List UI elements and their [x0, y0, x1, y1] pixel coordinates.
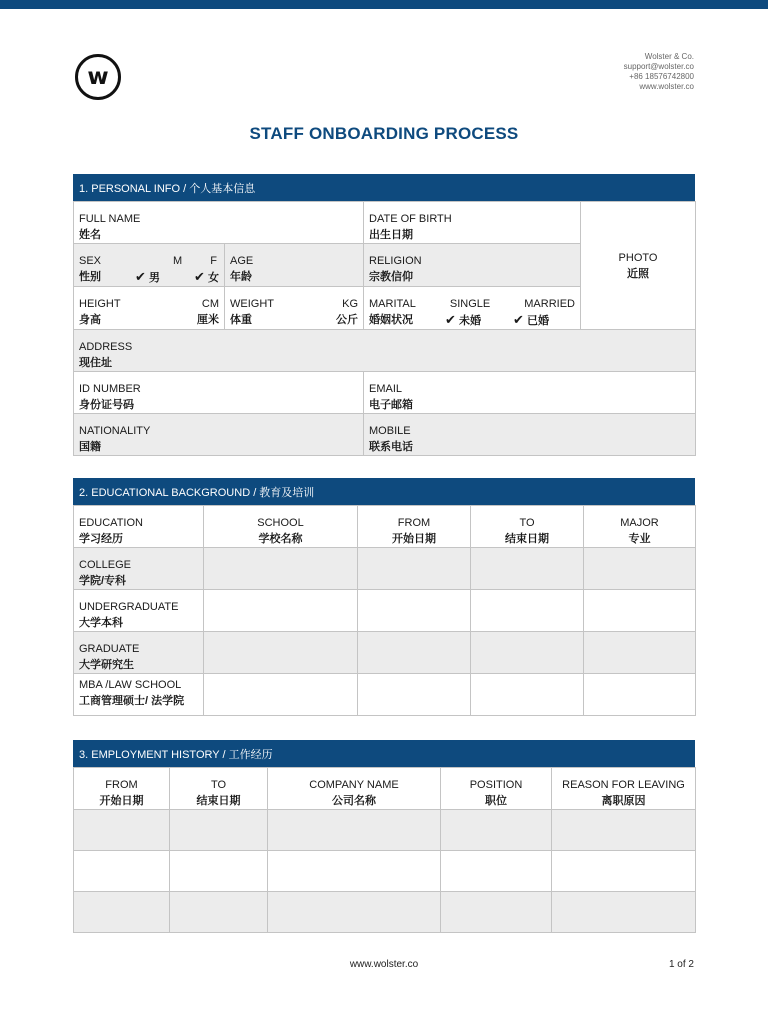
email-field[interactable]	[364, 372, 696, 414]
single-label-zh: 未婚	[459, 315, 482, 327]
school-input[interactable]	[204, 632, 358, 674]
col-label: EDUCATION	[79, 517, 143, 529]
personal-info-section	[73, 174, 695, 456]
education-table	[73, 505, 696, 716]
col-label: POSITION	[469, 779, 523, 791]
from-input[interactable]	[74, 810, 170, 851]
education-header: 2. EDUCATIONAL BACKGROUND / 教育及培训	[73, 478, 695, 505]
employment-table	[73, 767, 696, 933]
email-label-zh: 电子邮箱	[369, 399, 414, 411]
nationality-label: NATIONALITY	[79, 425, 151, 437]
photo-label: PHOTO	[618, 251, 658, 264]
row-label: MBA /LAW SCHOOL	[79, 679, 182, 691]
major-input[interactable]	[584, 548, 696, 590]
personal-info-header: 1. PERSONAL INFO / 个人基本信息	[73, 174, 695, 201]
education-row-undergraduate	[74, 590, 696, 632]
education-row-college	[74, 548, 696, 590]
row-label: GRADUATE	[79, 643, 140, 655]
sex-m-label: M	[173, 255, 183, 267]
age-label-zh: 年龄	[230, 271, 252, 283]
company-contact-block	[624, 52, 694, 92]
education-col-education	[74, 506, 204, 548]
company-name: Wolster & Co.	[644, 52, 694, 61]
female-check-icon[interactable]: ✔	[194, 269, 205, 284]
row-label-zh: 大学本科	[79, 617, 123, 629]
age-label: AGE	[230, 255, 254, 267]
col-label-zh: 职位	[485, 795, 507, 807]
position-input[interactable]	[441, 892, 552, 933]
col-label-zh: 专业	[628, 533, 651, 545]
education-row-mba	[74, 674, 696, 716]
education-col-from	[358, 506, 471, 548]
employment-col-to	[170, 768, 268, 810]
employment-col-company	[268, 768, 441, 810]
employment-row	[74, 851, 696, 892]
company-input[interactable]	[268, 892, 441, 933]
weight-unit-zh: 公斤	[336, 314, 359, 326]
mobile-label-zh: 联系电话	[369, 441, 414, 453]
height-label: HEIGHT	[79, 298, 121, 310]
education-col-school	[204, 506, 358, 548]
school-input[interactable]	[204, 674, 358, 716]
single-check-icon[interactable]: ✔	[445, 312, 456, 327]
reason-input[interactable]	[552, 892, 696, 933]
major-input[interactable]	[584, 590, 696, 632]
row-label-zh: 大学研究生	[79, 659, 134, 671]
company-phone: +86 18576742800	[629, 72, 694, 81]
wolster-logo: w	[75, 54, 121, 100]
employment-row	[74, 810, 696, 851]
col-label-zh: 离职原因	[601, 795, 646, 807]
col-label-zh: 公司名称	[332, 795, 376, 807]
height-unit-zh: 厘米	[197, 314, 219, 326]
employment-col-position	[441, 768, 552, 810]
mobile-field[interactable]	[364, 414, 696, 456]
col-label: COMPANY NAME	[309, 779, 399, 791]
page-number: 1 of 2	[668, 959, 694, 970]
married-check-icon[interactable]: ✔	[513, 312, 524, 327]
col-label: TO	[210, 779, 227, 791]
row-label: UNDERGRADUATE	[79, 601, 179, 613]
col-label-zh: 开始日期	[99, 795, 144, 807]
reason-input[interactable]	[552, 851, 696, 892]
email-label: EMAIL	[369, 383, 403, 395]
row-label-cell	[74, 632, 204, 674]
nationality-label-zh: 国籍	[79, 441, 101, 453]
from-input[interactable]	[358, 548, 471, 590]
row-label-zh: 工商管理硕士/ 法学院	[79, 695, 185, 707]
height-unit: CM	[201, 298, 219, 310]
education-col-major	[584, 506, 696, 548]
major-input[interactable]	[584, 632, 696, 674]
employment-col-from	[74, 768, 170, 810]
mobile-label: MOBILE	[369, 425, 411, 437]
row-label-cell	[74, 674, 204, 716]
full-name-label: FULL NAME	[79, 213, 141, 225]
weight-field[interactable]	[225, 287, 364, 330]
education-row-graduate	[74, 632, 696, 674]
from-input[interactable]	[358, 590, 471, 632]
col-label: TO	[519, 517, 535, 529]
male-label-zh: 男	[149, 272, 160, 284]
row-label-cell	[74, 548, 204, 590]
personal-info-table	[73, 201, 696, 456]
age-field[interactable]	[225, 244, 364, 287]
position-input[interactable]	[441, 851, 552, 892]
col-label: FROM	[105, 779, 138, 791]
page-title: STAFF ONBOARDING PROCESS	[249, 124, 519, 143]
col-label-zh: 结束日期	[196, 795, 241, 807]
col-label: REASON FOR LEAVING	[562, 779, 685, 791]
col-label-zh: 结束日期	[505, 533, 549, 545]
school-input[interactable]	[204, 590, 358, 632]
from-input[interactable]	[358, 632, 471, 674]
address-field[interactable]	[74, 330, 696, 372]
company-email[interactable]: support@wolster.co	[623, 62, 694, 71]
from-input[interactable]	[358, 674, 471, 716]
sex-field	[74, 244, 225, 287]
single-label: SINGLE	[449, 298, 491, 310]
marital-field	[364, 287, 581, 330]
id-number-label: ID NUMBER	[79, 383, 141, 395]
col-label: FROM	[397, 517, 431, 529]
col-label-zh: 学习经历	[79, 533, 123, 545]
marital-label-zh: 婚姻状况	[369, 314, 414, 326]
to-input[interactable]	[170, 851, 268, 892]
married-label-zh: 已婚	[527, 315, 550, 327]
sex-label-zh: 性别	[79, 271, 101, 283]
weight-unit: KG	[342, 298, 359, 310]
top-accent-bar	[0, 0, 768, 9]
employment-col-reason	[552, 768, 696, 810]
reason-input[interactable]	[552, 810, 696, 851]
school-input[interactable]	[204, 548, 358, 590]
male-check-icon[interactable]: ✔	[135, 269, 146, 284]
major-input[interactable]	[584, 674, 696, 716]
to-input[interactable]	[471, 674, 584, 716]
height-field[interactable]	[74, 287, 225, 330]
col-label-zh: 开始日期	[392, 533, 436, 545]
height-label-zh: 身高	[79, 314, 101, 326]
row-label-zh: 学院/专科	[79, 575, 127, 587]
to-input[interactable]	[170, 892, 268, 933]
weight-label: WEIGHT	[230, 298, 274, 310]
col-label: MAJOR	[620, 517, 659, 529]
address-label: ADDRESS	[79, 341, 133, 353]
to-input[interactable]	[471, 548, 584, 590]
employment-header-row	[74, 768, 696, 810]
religion-field[interactable]	[364, 244, 581, 287]
address-label-zh: 现住址	[79, 357, 112, 369]
dob-label: DATE OF BIRTH	[369, 213, 452, 225]
date-of-birth-field[interactable]	[364, 202, 581, 244]
id-number-label-zh: 身份证号码	[79, 399, 134, 411]
education-section	[73, 478, 695, 716]
education-col-to	[471, 506, 584, 548]
weight-label-zh: 体重	[230, 314, 252, 326]
col-label-zh: 学校名称	[258, 533, 303, 545]
sex-label: SEX	[79, 255, 102, 267]
id-number-field[interactable]	[74, 372, 364, 414]
company-input[interactable]	[268, 810, 441, 851]
from-input[interactable]	[74, 851, 170, 892]
footer-website[interactable]: www.wolster.co	[349, 959, 419, 970]
row-label: COLLEGE	[79, 559, 131, 571]
nationality-field[interactable]	[74, 414, 364, 456]
company-input[interactable]	[268, 851, 441, 892]
to-input[interactable]	[471, 632, 584, 674]
to-input[interactable]	[471, 590, 584, 632]
employment-row	[74, 892, 696, 933]
position-input[interactable]	[441, 810, 552, 851]
employment-header: 3. EMPLOYMENT HISTORY / 工作经历	[73, 740, 695, 767]
employment-section	[73, 740, 695, 933]
education-header-row	[74, 506, 696, 548]
full-name-field[interactable]	[74, 202, 364, 244]
religion-label-zh: 宗教信仰	[369, 271, 414, 283]
dob-label-zh: 出生日期	[369, 229, 414, 241]
marital-label: MARITAL	[369, 298, 416, 310]
photo-box[interactable]	[581, 202, 696, 330]
female-label-zh: 女	[208, 272, 219, 284]
company-website[interactable]: www.wolster.co	[639, 82, 694, 91]
religion-label: RELIGION	[369, 255, 422, 267]
full-name-label-zh: 姓名	[79, 229, 101, 241]
sex-f-label: F	[210, 255, 217, 267]
to-input[interactable]	[170, 810, 268, 851]
col-label: SCHOOL	[257, 517, 304, 529]
married-label: MARRIED	[524, 298, 575, 310]
row-label-cell	[74, 590, 204, 632]
photo-label-zh: 近照	[627, 267, 650, 280]
from-input[interactable]	[74, 892, 170, 933]
